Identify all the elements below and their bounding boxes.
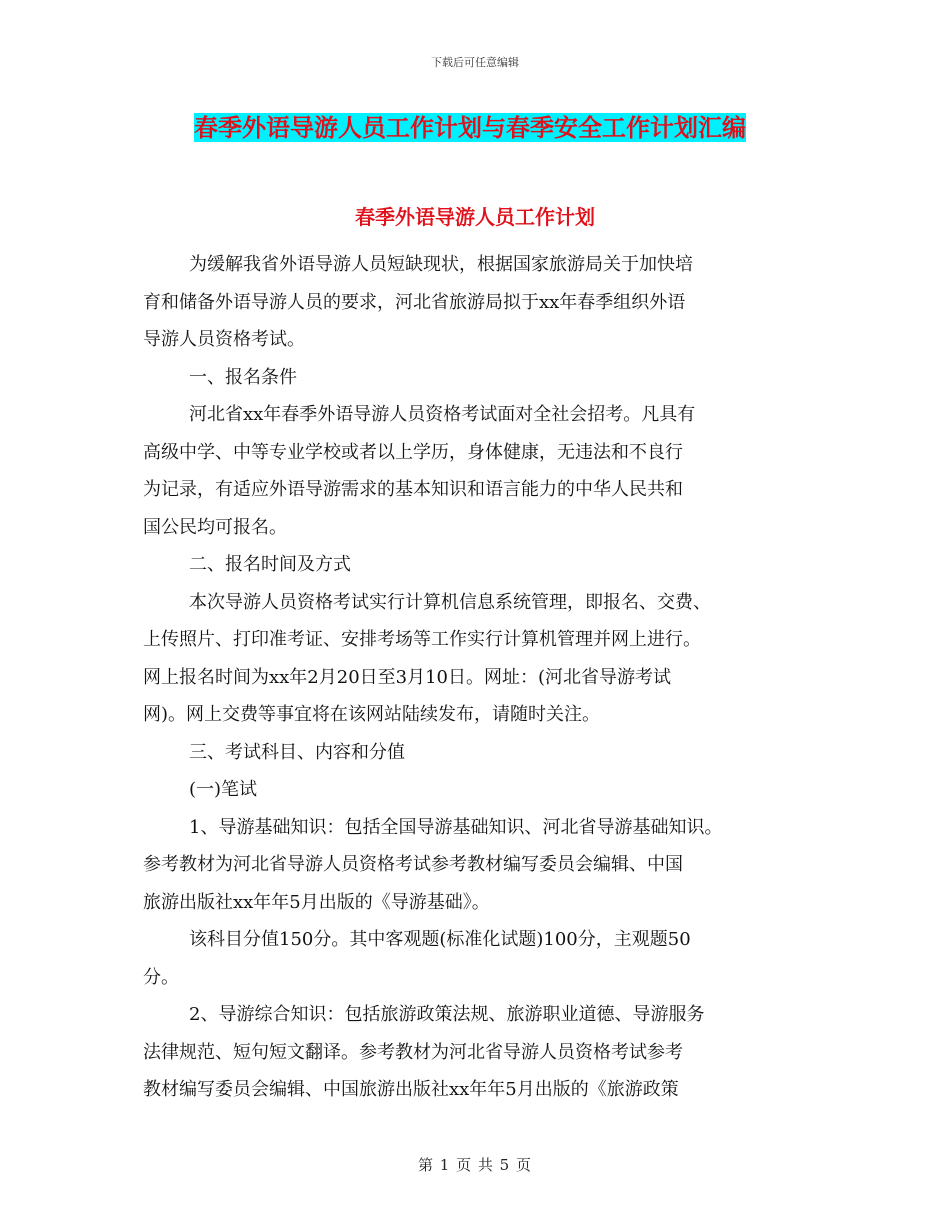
paragraph-line: 该科目分值150分。其中客观题(标准化试题)100分，主观题50	[189, 929, 691, 950]
section-title: 春季外语导游人员工作计划	[355, 205, 595, 229]
paragraph-line: 导游人员资格考试。	[143, 329, 305, 350]
paragraph-line: 分。	[143, 966, 179, 988]
paragraph-line: 高级中学、中等专业学校或者以上学历，身体健康，无违法和不良行	[143, 441, 683, 463]
section-heading: 一、报名条件	[189, 366, 297, 388]
document-title-text: 春季外语导游人员工作计划与春季安全工作计划汇编	[194, 113, 746, 142]
paragraph-line: 1、导游基础知识：包括全国导游基础知识、河北省导游基础知识。	[189, 816, 723, 838]
page-footer: 第 1 页 共 5 页	[418, 1156, 532, 1174]
header-note: 下载后可任意编辑	[431, 56, 519, 69]
paragraph-line: 育和储备外语导游人员的要求，河北省旅游局拟于xx年春季组织外语	[143, 291, 686, 313]
paragraph-line: 旅游出版社xx年年5月出版的《导游基础》。	[143, 891, 490, 913]
paragraph-line: 参考教材为河北省导游人员资格考试参考教材编写委员会编辑、中国	[143, 854, 683, 875]
document-title	[192, 113, 748, 143]
paragraph-line: 2、导游综合知识：包括旅游政策法规、旅游职业道德、导游服务	[189, 1004, 705, 1025]
document-body	[143, 246, 815, 1109]
paragraph-line: 为记录，有适应外语导游需求的基本知识和语言能力的中华人民共和	[143, 479, 683, 500]
paragraph-line: 上传照片、打印准考证、安排考场等工作实行计算机管理并网上进行。	[143, 629, 701, 650]
section-heading: 二、报名时间及方式	[189, 554, 351, 575]
paragraph-line: 网)。网上交费等事宜将在该网站陆续发布，请随时关注。	[143, 704, 601, 725]
section-heading: 三、考试科目、内容和分值	[189, 741, 405, 763]
paragraph-line: 国公民均可报名。	[143, 516, 287, 538]
paragraph-line: 网上报名时间为xx年2月20日至3月10日。网址：(河北省导游考试	[143, 666, 672, 688]
paragraph-line: 本次导游人员资格考试实行计算机信息系统管理，即报名、交费、	[189, 591, 711, 613]
paragraph-line: 法律规范、短句短文翻译。参考教材为河北省导游人员资格考试参考	[143, 1041, 683, 1063]
paragraph-line: 教材编写委员会编辑、中国旅游出版社xx年年5月出版的《旅游政策	[143, 1079, 679, 1100]
paragraph-line: 为缓解我省外语导游人员短缺现状，根据国家旅游局关于加快培	[189, 254, 693, 275]
paragraph-line: 河北省xx年春季外语导游人员资格考试面对全社会招考。凡具有	[189, 404, 696, 425]
subsection-heading: (一)笔试	[189, 779, 258, 800]
